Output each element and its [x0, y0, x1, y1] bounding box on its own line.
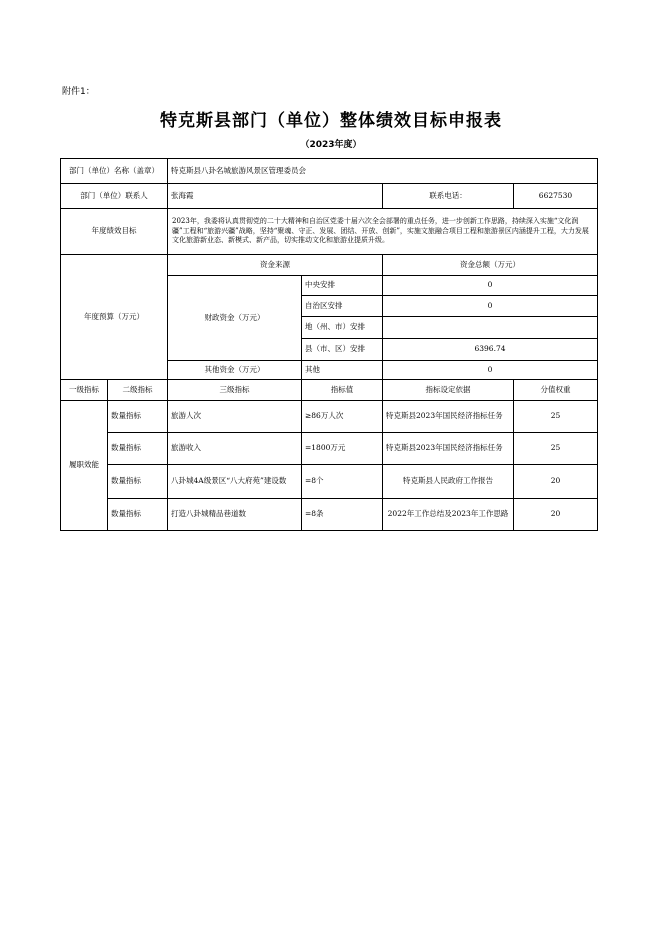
level2-indicator: 数量指标 — [108, 401, 168, 433]
annual-budget-label: 年度预算（万元） — [61, 255, 168, 380]
indicator-basis: 2022年工作总结及2023年工作思路 — [383, 499, 514, 531]
indicator-weight: 20 — [514, 499, 598, 531]
budget-row-value — [383, 317, 598, 339]
indicator-value: =8条 — [302, 499, 383, 531]
other-funds-value: 0 — [383, 361, 598, 380]
budget-row-name: 中央安排 — [302, 276, 383, 296]
page-title: 特克斯县部门（单位）整体绩效目标申报表 — [160, 111, 502, 131]
attachment-label: 附件1： — [62, 87, 95, 97]
other-funds-label: 其他资金（万元） — [168, 361, 302, 380]
indicator-value: ≥86万人次 — [302, 401, 383, 433]
indicator-basis: 特克斯县2023年国民经济指标任务 — [383, 433, 514, 465]
phone-label: 联系电话： — [383, 184, 514, 209]
fund-source-header: 资金来源 — [168, 255, 383, 276]
indicator-value: =1800万元 — [302, 433, 383, 465]
level3-indicator: 打造八卦城精品巷道数 — [168, 499, 302, 531]
indicator-weight: 25 — [514, 433, 598, 465]
performance-goal-table — [60, 158, 598, 531]
contact-label: 部门（单位）联系人 — [61, 184, 168, 209]
annual-goal-label: 年度绩效目标 — [61, 209, 168, 255]
level2-indicator: 数量指标 — [108, 499, 168, 531]
level3-indicator: 八卦城4A级景区“八大府苑”建设数 — [168, 465, 302, 499]
unit-name-label: 部门（单位）名称（盖章） — [61, 159, 168, 184]
phone-value: 6627530 — [514, 184, 598, 209]
contact-value: 张海霞 — [168, 184, 383, 209]
budget-row-name: 地（州、市）安排 — [302, 317, 383, 339]
fund-total-header: 资金总额（万元） — [383, 255, 598, 276]
table-row — [61, 499, 598, 531]
unit-name-value: 特克斯县八卦名城旅游风景区管理委员会 — [168, 159, 598, 184]
fiscal-funds-label: 财政资金（万元） — [168, 276, 302, 361]
level3-indicator: 旅游收入 — [168, 433, 302, 465]
indicator-header: 二级指标 — [108, 380, 168, 401]
level2-indicator: 数量指标 — [108, 465, 168, 499]
page-subtitle: （2023年度） — [300, 140, 362, 150]
level2-indicator: 数量指标 — [108, 433, 168, 465]
level3-indicator: 旅游人次 — [168, 401, 302, 433]
table-row — [61, 433, 598, 465]
annual-goal-text: 2023年，我委将认真贯彻党的二十大精神和自治区党委十届六次全会部署的重点任务，进一步创新工作思路，持续深入实施“文化润疆”工程和“旅游兴疆”战略，坚持“聚魂、守正、发展、团结、开放、创新”，实施文旅融合项目工程和旅游景区内涵提升工程，大力发展文化旅游新业态、新模式、新产品，切实推动文化和旅游业提质升级。 — [168, 209, 598, 255]
indicator-header: 指标值 — [302, 380, 383, 401]
budget-row-name: 自治区安排 — [302, 296, 383, 317]
indicator-weight: 20 — [514, 465, 598, 499]
indicator-value: =8个 — [302, 465, 383, 499]
budget-row-name: 县（市、区）安排 — [302, 339, 383, 361]
other-funds-name: 其他 — [302, 361, 383, 380]
indicator-header: 分值权重 — [514, 380, 598, 401]
budget-row-value: 0 — [383, 276, 598, 296]
budget-row-value: 0 — [383, 296, 598, 317]
level1-indicator: 履职效能 — [61, 401, 108, 531]
indicator-header: 一级指标 — [61, 380, 108, 401]
budget-row-value: 6396.74 — [383, 339, 598, 361]
table-row — [61, 465, 598, 499]
indicator-basis: 特克斯县人民政府工作报告 — [383, 465, 514, 499]
indicator-header: 三级指标 — [168, 380, 302, 401]
table-row — [61, 401, 598, 433]
indicator-basis: 特克斯县2023年国民经济指标任务 — [383, 401, 514, 433]
indicator-weight: 25 — [514, 401, 598, 433]
indicator-header: 指标设定依据 — [383, 380, 514, 401]
